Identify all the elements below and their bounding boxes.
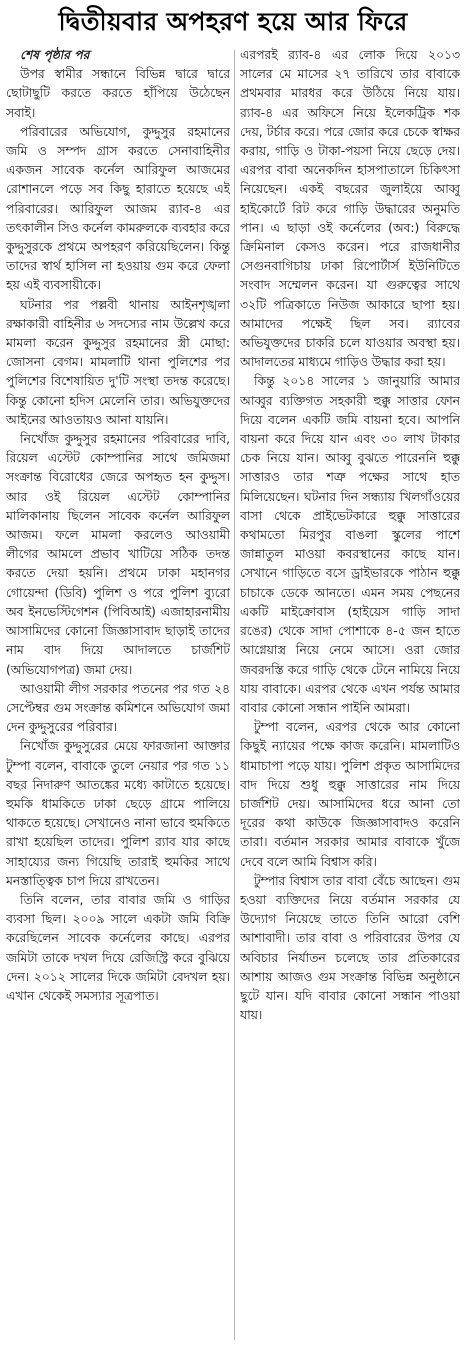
paragraph-left-2: পরিবারের অভিযোগ, কুদ্দুসুর রহমানের জমি ও সম্পদ গ্রাস করতে সেনাবাহিনীর একজন সাবেক কর্নেল আরিফুল আজমের রোশানলে পড়ে সব কিছু হারাতে হয়েছে এই পরিবারের। আরিফুল আজম র‌্যাব-৪ এর তৎকালীন সিও কর্নেল কামরুলকে ব্যবহার করে কুদ্দুসুরকে প্রথমে অপহরণ করিয়েছিলেন। কিন্তু তাদের স্বার্থ হাসিল না হওয়ায় গুম করে ফেলা হয় এই ব্যবসায়ীকে। [6, 124, 230, 293]
column-divider [234, 50, 235, 1340]
paragraph-left-4: নিখোঁজ কুদ্দুসুর রহমানের পরিবারের দাবি, রিয়েল এস্টেট কোম্পানির সাথে জমিজমা সংক্রান্ত বিরোধের জেরে অপহৃত হন কুদ্দুস। আর ওই রিয়েল এস্টেট কোম্পানির মালিকানায় ছিলেন সাবেক কর্নেল আরিফুল আজম। ফলে মামলা করলেও আওয়ামী লীগের আমলে প্রভাব খাটিয়ে সঠিক তদন্ত করতে দেয়া হয়নি। প্রথমে ঢাকা মহানগর গোয়েন্দা (ডিবি) পুলিশ ও পরে পুলিশ ব্যুরো অব ইনভেস্টিগেশন (পিবিআই) এজাহারনামীয় আসামিদের কোনো জিজ্ঞাসাবাদ ছাড়াই তাদের নাম বাদ দিয়ে আদালতে চার্জশিট (অভিযোগপত্র) জমা দেয়। [6, 432, 230, 677]
paragraph-left-6: নিখোঁজ কুদ্দুসুরের মেয়ে ফারজানা আক্তার টুম্পা বলেন, বাবাকে তুলে নেয়ার পর গত ১১ বছর নিদারুণ আতঙ্কের মধ্যে কাটাতে হয়েছে। হুমকি ধামকিতে ঢাকা ছেড়ে গ্রামে পালিয়ে থাকতে হয়েছে। সেখানেও নানা ভাবে হুমকিতে রাখা হয়েছিল তাদের। পুলিশ র‌্যাব যার কাছে সাহায্যের জন্য গিয়েছি তারাই হুমকির সাথে মনস্তাত্ত্বিক চাপ দিয়ে রাখতেন। [6, 739, 230, 888]
paragraph-left-5: আওয়ামী লীগ সরকার পতনের পর গত ২৪ সেপ্টেম্বর গুম সংক্রান্ত কমিশনে অভিযোগ জমা দেন কুদ্দুসুরের পরিবার। [6, 681, 230, 735]
paragraph-left-3: ঘটনার পর পল্লবী থানায় আইনশৃঙ্খলা রক্ষাকারী বাহিনীর ৬ সদস্যের নাম উল্লেখ করে মামলা করেন কুদ্দুসুর রহমানের স্ত্রী মোছা: জোসনা বেগম। মামলাটি থানা পুলিশের পর পুলিশের বিশেষায়িত দু'টি সংস্থা তদন্ত করেছে। কিন্তু কোনো হদিস মেলেনি তার। অভিযুক্তদের আইনের আওতায়ও আনা যায়নি। [6, 297, 230, 427]
paragraph-right-1: এরপরই র‌্যাব-৪ এর লোক দিয়ে ২০১৩ সালের মে মাসের ২৭ তারিখে তার বাবাকে প্রথমবার মারধর করে উঠিয়ে নিয়ে যায়। র‌্যাব-৪ এর অফিসে নিয়ে ইলেকট্রিক শক দেয়, টর্চার করে। পরে জোর করে চেকে স্বাক্ষর করায়, গাড়ি ও টাকা-পয়সা নিয়ে ছেড়ে দেয়। এরপর বাবা অনেকদিন হাসপাতালে চিকিৎসা নিয়েছেন। একই বছরের জুলাইয়ে আব্বু হাইকোর্টে রিট করে গাড়ি উদ্ধারের অনুমতি পান। এ ছাড়া ওই কর্নেলের (অব:) বিরুদ্ধে ক্রিমিনাল কেসও করেন। পরে রাজধানীর সেগুনবাগিচায় ঢাকা রিপোর্টার্স ইউনিটিতে সংবাদ সম্মেলন করেন। যা গুরুত্বের সাথে ৩২টি পত্রিকাতে নিউজ আকারে ছাপা হয়। আমাদের পক্ষেই ছিল সব। র‌্যাবের অভিযুক্তদের চাকরি চলে যাওয়ার অবস্থা হয়। আদালতের মাধ্যমে গাড়িও উদ্ধার করা হয়। [240, 48, 460, 370]
paragraph-left-1: উপর স্বামীর সন্ধানে বিভিন্ন দ্বারে দ্বারে ছোটাছুটি করতে করতে হাঁপিয়ে উঠেছেন সবাই। [6, 67, 230, 120]
article-headline: দ্বিতীয়বার অপহরণ হয়ে আর ফিরে [58, 7, 408, 36]
paragraph-right-3: টুম্পা বলেন, এরপর থেকে আর কোনো কিছুই ন্যায়ের পক্ষে কাজ করেনি। মামলাটিও ধামাচাপা পড়ে যায়। পুলিশ প্রকৃত আসামিদের বাদ দিয়ে শুধু হুক্কু সাত্তারের নাম দিয়ে চার্জশিট দেয়। আসামিদের ধরে আনা তো দূরের কথা কাউকে জিজ্ঞাসাবাদও করেনি তারা। বর্তমান সরকার আমার বাবাকে খুঁজে দেবে বলে আমি বিশ্বাস করি। [240, 720, 460, 869]
article-column-right [240, 46, 460, 1341]
paragraph-right-2: কিন্তু ২০১৪ সালের ১ জানুয়ারি আমার আব্বুর ব্যক্তিগত সহকারী হুক্কু সাত্তার ফোন দিয়ে বলেন একটি জমি বায়না হবে। আপনি বায়না করে দিয়ে যান এবং ৩০ লাখ টাকার চেক নিয়ে যান। আব্বু বুঝতে পারেননি হুক্কু সাত্তারও তার শত্রু পক্ষের সাথে হাত মিলিয়েছেন। ঘটনার দিন সন্ধ্যায় খিলগাঁওয়ের বাসা থেকে প্রাইভেটকারে হুক্কু সাত্তারের কথামতো মিরপুর বাঙলা স্কুলের পাশে জান্নাতুল মাওয়া কবরস্থানের কাছে যান। সেখানে গাড়িতে বসে ড্রাইভারকে পাঠান হুক্কু চাচাকে ডেকে আনতে। এমন সময় পেছনের একটি মাইক্রোবাস (হাইয়েস গাড়ি সাদা রঙের) থেকে সাদা পোশাকে ৪-৫ জন হাতে আগ্নেয়াস্ত্র নিয়ে নেমে আসে। ওরা জোর জবরদস্তি করে গাড়ি থেকে টেনে নামিয়ে নিয়ে যায় বাবাকে। এরপর থেকে এখন পর্যন্ত আমার বাবার কোনো সন্ধান পাইনি আমরা। [240, 374, 460, 715]
paragraph-left-7: তিনি বলেন, তার বাবার জমি ও গাড়ির ব্যবসা ছিল। ২০০৯ সালে একটা জমি বিক্রি করেছিলেন সাবেক কর্নেলের কাছে। এরপর জমিটা তাকে দখল দিয়ে রেজিস্ট্রি করে বুঝিয়ে দেন। ২০১২ সালের দিকে জমিটা বেদখল হয়। এখান থেকেই সমস্যার সূত্রপাত। [6, 892, 230, 1003]
article-column-left [6, 46, 230, 1341]
paragraph-right-4: টুম্পার বিশ্বাস তার বাবা বেঁচে আছেন। গুম হওয়া ব্যক্তিদের নিয়ে বর্তমান সরকার যে উদ্যোগ নিয়েছে তাতে তিনি আরো বেশি আশাবাদী। তার বাবা ও পরিবারের উপর যে অবিচার নির্যাতন চলেছে তার প্রতিকারের আশায় আজও গুম সংক্রান্ত বিভিন্ন অনুষ্ঠানে ছুটে যান। যদি বাবার কোনো সন্ধান পাওয়া যায়। [240, 873, 460, 1023]
continued-from-label: শেষ পৃষ্ঠার পর [20, 48, 90, 62]
